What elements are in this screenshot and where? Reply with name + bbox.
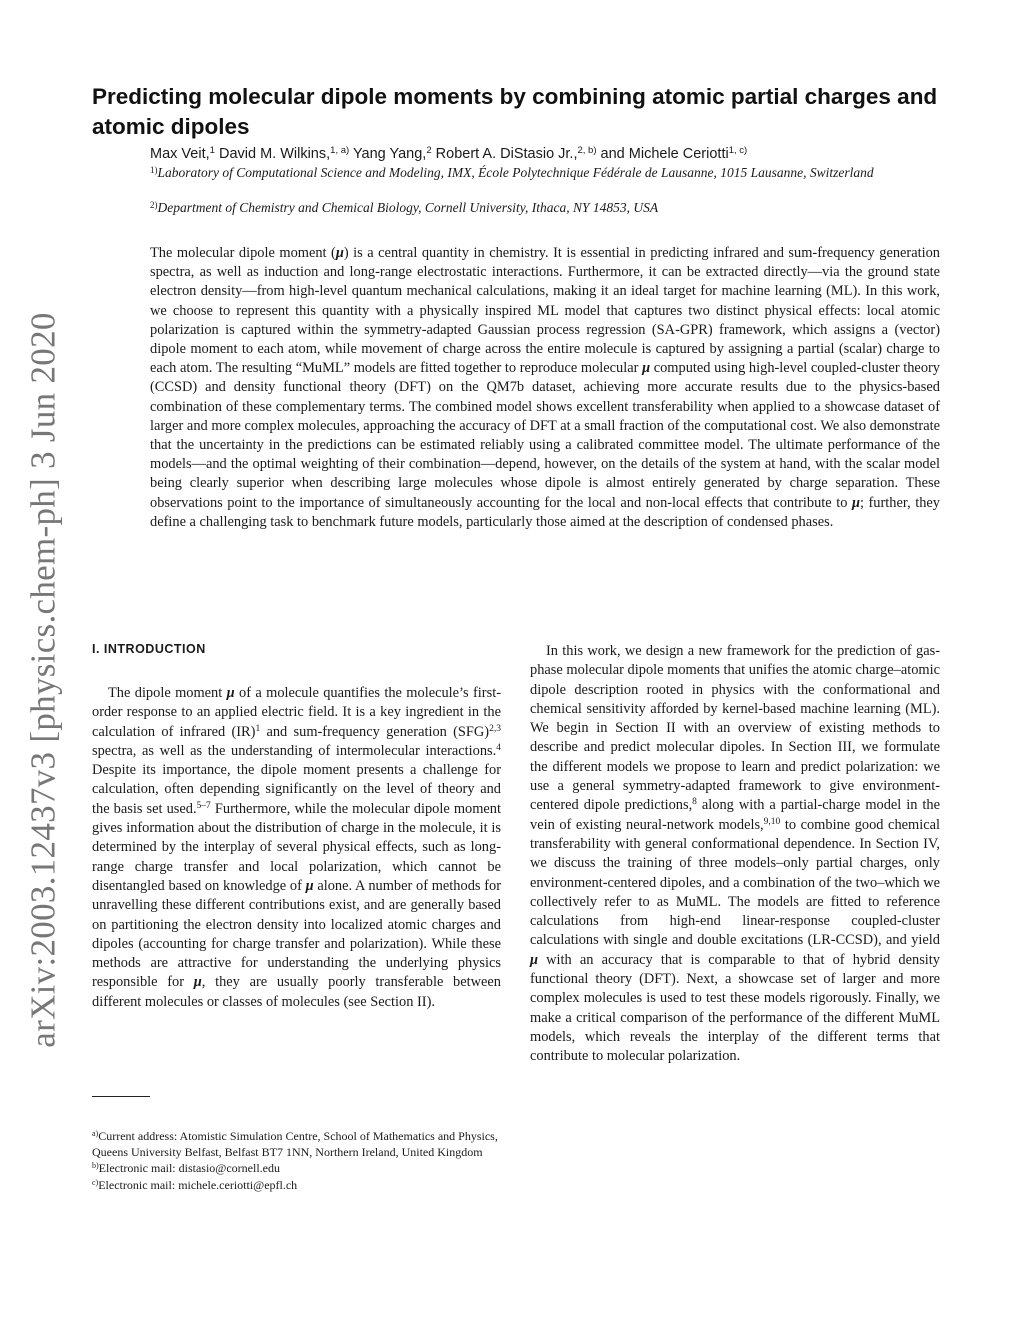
- author-list: [150, 144, 930, 164]
- body-text: and sum-frequency generation (SFG): [260, 723, 490, 740]
- intro-right-column: [530, 642, 940, 1067]
- author-name: David M. Wilkins,: [218, 146, 331, 162]
- body-text: , they are usually poorly transferable between different molecules or classes of molecules (see Section II).: [92, 974, 501, 1010]
- author-affiliation-mark: 2, b): [577, 145, 597, 156]
- footnote-mark: b): [92, 1161, 99, 1171]
- author-name: Max Veit,: [150, 146, 210, 162]
- footnote-mark: a): [92, 1129, 99, 1138]
- body-text: Despite its importance, the dipole moment presents a challenge for calculation, often depending significantly on the level of theory and the basis set used.: [92, 762, 501, 817]
- author-affiliation-mark: 2: [426, 145, 432, 156]
- citation-mark: 5–7: [196, 800, 211, 811]
- author-affiliation-mark: 1, c): [728, 145, 748, 156]
- body-text: along with a partial-charge model in the vein of existing neural-network models,: [530, 797, 940, 833]
- section-heading-introduction: I. INTRODUCTION: [92, 642, 206, 656]
- footnote-text: Electronic mail: michele.ceriotti@epfl.ch: [98, 1177, 298, 1192]
- abstract: [150, 244, 940, 532]
- intro-left-column: [92, 684, 501, 1012]
- mu-symbol: μ: [305, 877, 314, 894]
- mu-symbol: μ: [530, 951, 539, 968]
- author-affiliation-mark: 1: [209, 145, 215, 156]
- affiliation: [150, 199, 930, 217]
- body-text: alone. A number of methods for unravelling these different contributions exist, and are generally based on partitioning the electron density into localized atomic charges and dipoles (accounting for charge transfer and polarization). While these methods are attractive for understanding the underlying physics responsible for: [92, 877, 501, 991]
- footnote-divider: [92, 1096, 150, 1097]
- body-text: spectra, as well as the understanding of intermolecular interactions.: [92, 742, 497, 759]
- body-text: In this work, we design a new framework for the prediction of gas-phase molecular dipole moments that unifies the atomic charge–atomic dipole description rooted in physics with the conformational and chemical sensitivity afforded by kernel-based machine learning (ML). We begin in Section II with an overview of existing methods to describe and predict molecular dipoles. In Section III, we formulate the different models we propose to learn and predict polarization: we use a general symmetry-adapted framework to give environment-centered dipole predictions,: [530, 643, 940, 814]
- body-text: of a molecule quantifies the molecule’s first-order response to an applied electric field. It is a key ingredient in the calculation of infrared (IR): [92, 685, 501, 740]
- mu-symbol: μ: [335, 245, 344, 261]
- abstract-text: ; further, they define a challenging task to benchmark future models, particularly those aimed at the description of condensed phases.: [150, 494, 940, 530]
- citation-mark: 9,10: [763, 816, 781, 827]
- body-text: to combine good chemical transferability with general conformational dependence. In Section IV, we discuss the training of three models–only partial charges, only environment-centered dipoles, and a combination of the two–which we collectively refer to as MuML. The models are fitted to reference calculations from high-end linear-response coupled-cluster calculations with single and double excitations (LR-CCSD), and yield: [530, 816, 940, 949]
- author-name: Yang Yang,: [352, 146, 427, 162]
- footnote: [92, 1160, 502, 1176]
- affiliation: [150, 164, 930, 182]
- footnotes: [92, 1128, 502, 1193]
- abstract-text: ) is a central quantity in chemistry. It is essential in predicting infrared and sum-frequency generation spectra, as well as induction and long-range electrostatic interactions. Furthermore, it can be extracted directly—via the ground state electron density—from high-level quantum mechanical calculations, making it an ideal target for machine learning (ML). In this work, we choose to represent this quantity with a physically inspired ML model that captures two distinct physical effects: local atomic polarization is captured within the symmetry-adapted Gaussian process regression (SA-GPR) framework, which assigns a (vector) dipole moment to each atom, while movement of charge across the entire molecule is captured by assigning a partial (scalar) charge to each atom. The resulting “MuML” models are fitted together to reproduce molecular: [150, 245, 940, 377]
- mu-symbol: μ: [226, 685, 235, 701]
- author-name: Robert A. DiStasio Jr.,: [435, 146, 578, 162]
- author-name: and Michele Ceriotti: [600, 146, 729, 162]
- mu-symbol: μ: [642, 360, 651, 377]
- affiliation-text: Department of Chemistry and Chemical Biology, Cornell University, Ithaca, NY 14853, USA: [157, 200, 659, 215]
- citation-mark: 1: [255, 723, 261, 734]
- body-text: Furthermore, while the molecular dipole moment gives information about the distribution of charge in the molecule, it is determined by the interplay of several physical effects, such as long-range charge transfer and local polarization, which cannot be disentangled based on knowledge of: [92, 800, 501, 894]
- mu-symbol: μ: [851, 494, 860, 511]
- footnote-mark: c): [92, 1177, 99, 1187]
- footnote-text: Electronic mail: distasio@cornell.edu: [98, 1161, 281, 1176]
- footnote: [92, 1177, 502, 1193]
- mu-symbol: μ: [193, 974, 202, 991]
- abstract-text: The molecular dipole moment (: [150, 245, 336, 261]
- affiliation-text: Laboratory of Computational Science and Modeling, IMX, École Polytechnique Fédérale de Lausanne, 1015 Lausanne, Switzerland: [157, 165, 874, 180]
- abstract-text: computed using high-level coupled-cluster theory (CCSD) and density functional theory (DFT) on the QM7b dataset, achieving more accurate results due to the physics-based combination of these complementary terms. The combined model shows excellent transferability when applied to a showcase dataset of larger and more complex molecules, approaching the accuracy of DFT at a small fraction of the computational cost. We also demonstrate that the uncertainty in the predictions can be estimated reliably using a calibrated committee model. The ultimate performance of the models—and the optimal weighting of their combination—depend, however, on the details of the system at hand, with the scalar model being clearly superior when describing large molecules whose dipole is almost entirely generated by charge separation. These observations point to the importance of simultaneously accounting for the local and non-local effects that contribute to: [150, 360, 941, 511]
- arxiv-sidebar-stamp: [14, 300, 74, 1060]
- citation-mark: 4: [496, 742, 501, 753]
- author-affiliation-mark: 1, a): [330, 145, 350, 156]
- affiliation-mark: 2): [150, 200, 158, 210]
- body-text: The dipole moment: [108, 685, 227, 701]
- citation-mark: 8: [692, 797, 697, 808]
- body-text: with an accuracy that is comparable to that of hybrid density functional theory (DFT). Next, a showcase set of larger and more complex molecules is used to test these models rigorously. Finally, we make a critical comparison of the performance of the different MuML models, which reveals the interplay of the different terms that contribute to molecular polarization.: [530, 951, 940, 1065]
- arxiv-identifier: arXiv:2003.12437v3 [physics.chem-ph] 3 Jun 2020: [24, 312, 63, 1048]
- affiliation-mark: 1): [150, 165, 158, 175]
- citation-mark: 2,3: [489, 723, 501, 734]
- footnote: [92, 1128, 502, 1160]
- paper-title: Predicting molecular dipole moments by combining atomic partial charges and atomic dipoles: [92, 84, 938, 139]
- footnote-text: Current address: Atomistic Simulation Centre, School of Mathematics and Physics, Queens University Belfast, Belfast BT7 1NN, Northern Ireland, United Kingdom: [92, 1129, 498, 1160]
